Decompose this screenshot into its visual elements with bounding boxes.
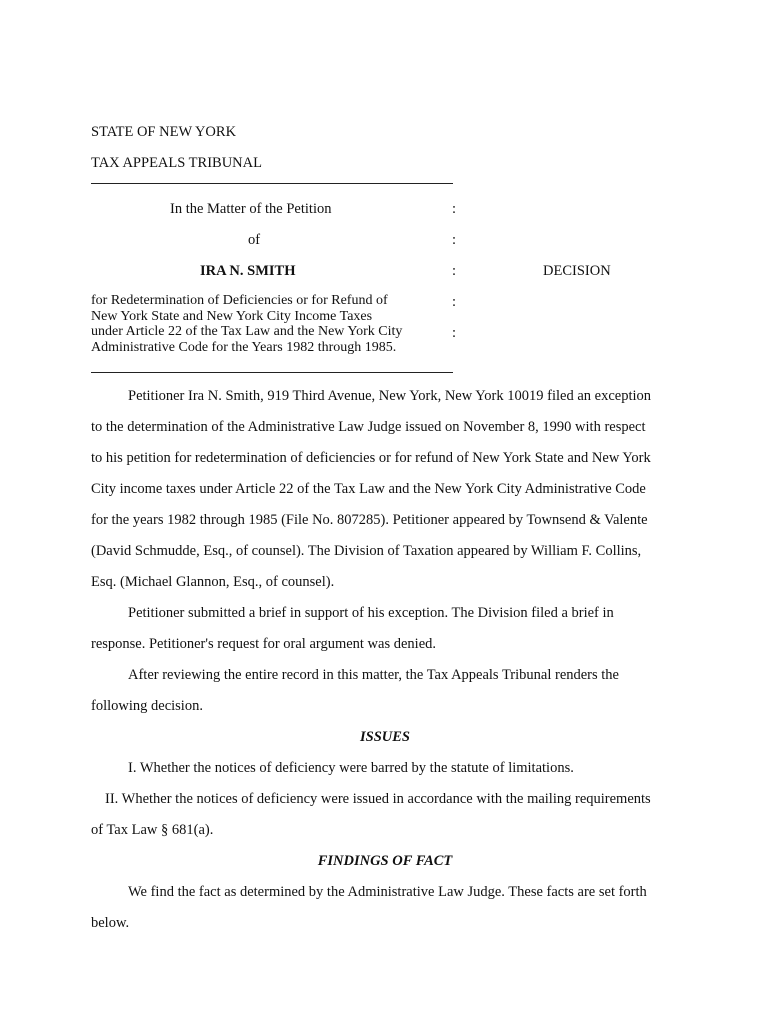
state-heading: STATE OF NEW YORK [91,124,237,140]
body-line: response. Petitioner's request for oral argument was denied. [91,636,437,652]
caption-colon: : [452,201,457,217]
body-line: to his petition for redetermination of deficiencies or for refund of New York State and New York [91,450,651,466]
issue-2-line: II. Whether the notices of deficiency were issued in accordance with the mailing requirements [105,791,651,807]
body-line: for the years 1982 through 1985 (File No. 807285). Petitioner appeared by Townsend & Valente [91,512,648,528]
body-line: to the determination of the Administrative Law Judge issued on November 8, 1990 with respect [91,419,646,435]
tribunal-heading: TAX APPEALS TRIBUNAL [91,155,262,171]
of-line: of [248,232,261,248]
issue-2-line: of Tax Law § 681(a). [91,822,214,838]
caption-colon: : [452,294,457,310]
findings-line: We find the fact as determined by the Administrative Law Judge. These facts are set forth [128,884,647,900]
body-line: City income taxes under Article 22 of the Tax Law and the New York City Administrative Code [91,481,646,497]
body-line: Petitioner submitted a brief in support of his exception. The Division filed a brief in [128,605,614,621]
body-line: following decision. [91,698,203,714]
caption-purpose-line: for Redetermination of Deficiencies or for Refund of [91,293,388,308]
caption-purpose-line: New York State and New York City Income Taxes [91,308,373,324]
issues-heading: ISSUES [360,729,410,745]
caption-colon: : [452,325,457,341]
caption-bottom-rule [91,372,453,373]
caption-purpose-line: under Article 22 of the Tax Law and the New York City [91,324,403,339]
caption-purpose [91,293,402,355]
caption-colon: : [452,263,457,279]
decision-label: DECISION [543,263,611,279]
findings-line: below. [91,915,130,931]
findings-heading: FINDINGS OF FACT [317,853,453,869]
caption-colon: : [452,232,457,248]
body-line: Petitioner Ira N. Smith, 919 Third Avenue, New York, New York 10019 filed an exception [128,388,652,404]
petitioner-name: IRA N. SMITH [200,263,296,279]
body-line: After reviewing the entire record in this matter, the Tax Appeals Tribunal renders the [128,667,619,683]
body-line: Esq. (Michael Glannon, Esq., of counsel). [91,574,335,590]
caption-purpose-line: Administrative Code for the Years 1982 through 1985. [91,339,397,355]
issue-1: I. Whether the notices of deficiency were barred by the statute of limitations. [128,760,574,776]
matter-line: In the Matter of the Petition [170,201,332,217]
body-line: (David Schmudde, Esq., of counsel). The Division of Taxation appeared by William F. Collins, [91,543,642,559]
caption-top-rule [91,183,453,184]
